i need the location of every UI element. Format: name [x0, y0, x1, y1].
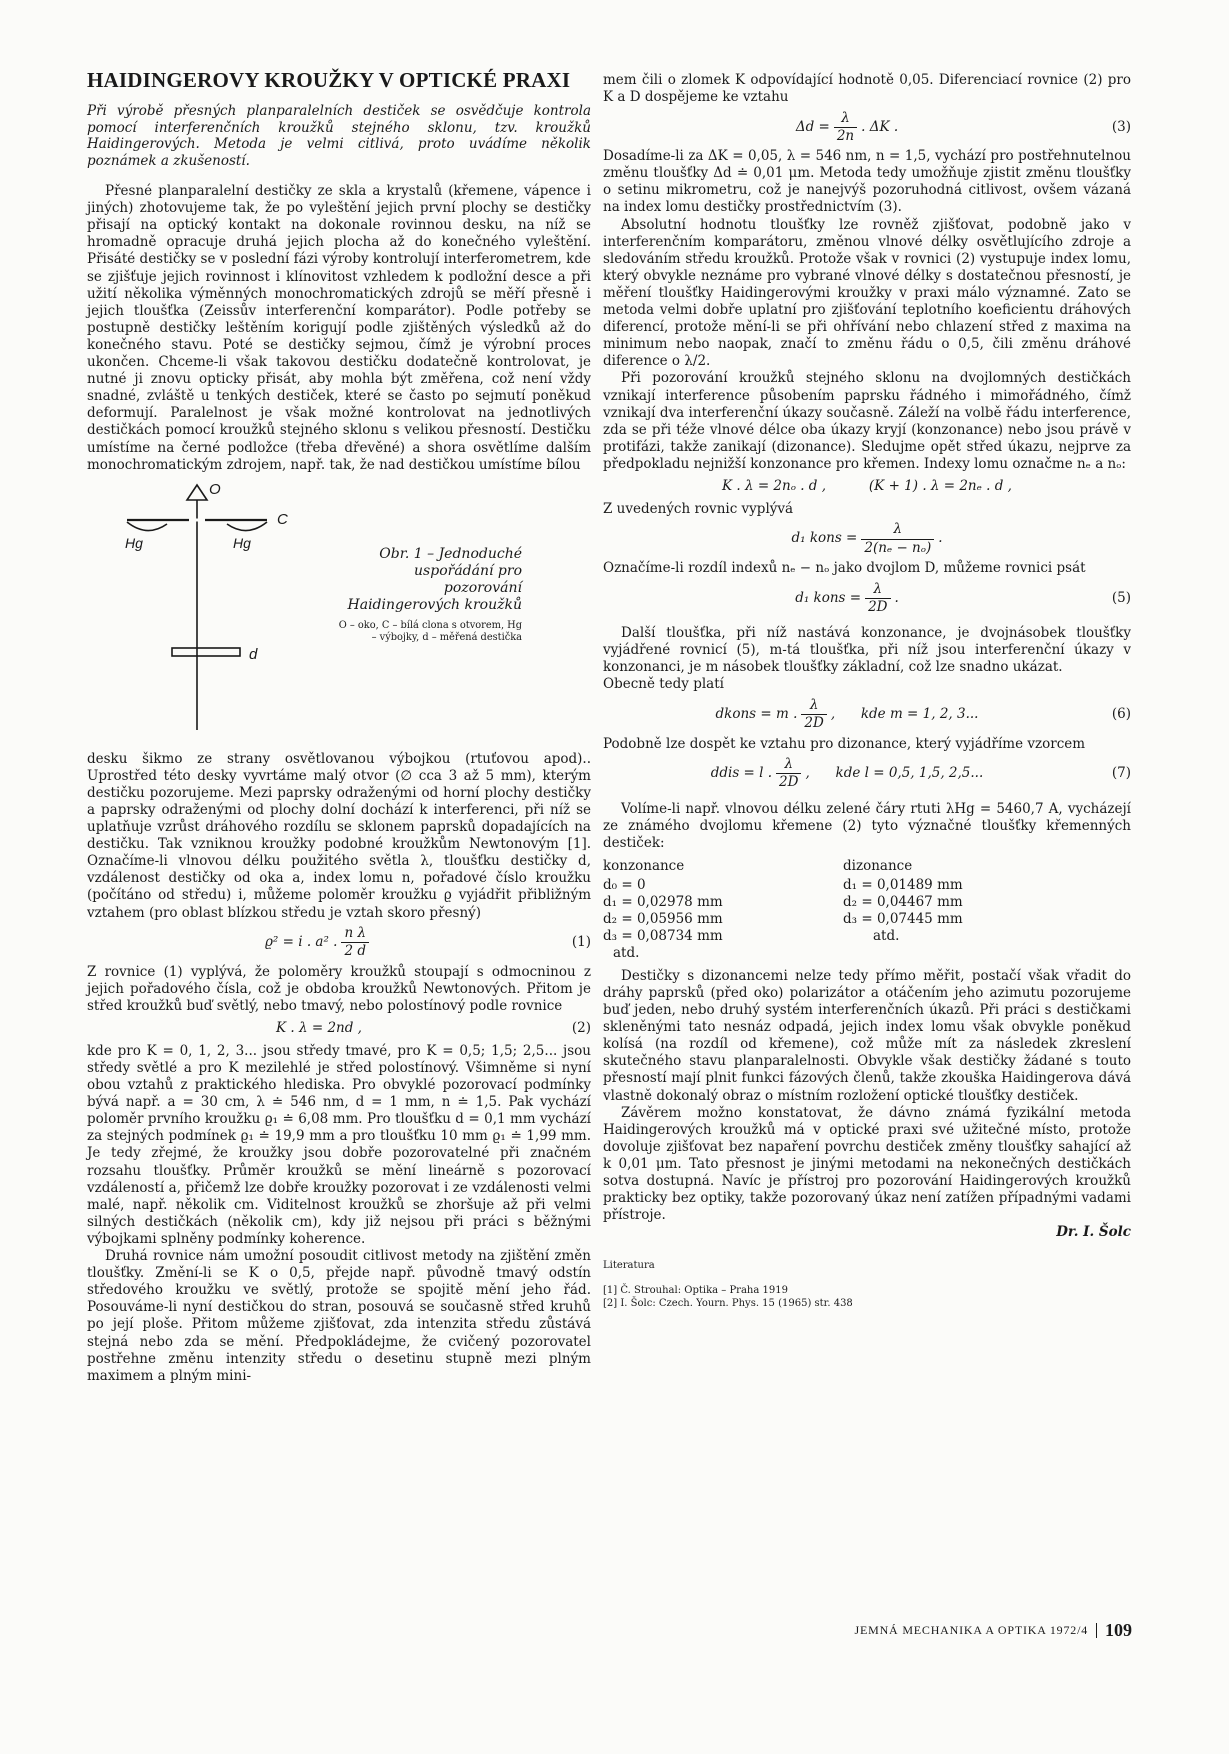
lamp-left: [127, 522, 167, 531]
eq7-fraction: [776, 756, 801, 791]
literature-heading: Literatura: [603, 1260, 655, 1272]
eqd-fraction: [861, 521, 934, 556]
label-o: O: [209, 480, 221, 498]
eq3-denominator: 2n: [836, 127, 855, 144]
eq1-numerator: n λ: [341, 925, 369, 943]
paragraph: Obecně tedy platí: [603, 676, 724, 693]
reference-item: [1] Č. Strouhal: Optika – Praha 1919: [603, 1285, 788, 1297]
paragraph: kde pro K = 0, 1, 2, 3... jsou středy tmavé, pro K = 0,5; 1,5; 2,5... jsou středy světlé a pro K mezilehlé je střed polostínový. Všimněme si nyní obou vztahů z praktického hlediska. Pro obvyklé pozorovací podmínky bývá např. a = 30 cm, λ ≐ 546 nm, d = 1 mm, n ≐ 1,5. Pak vychází poloměr prvního kroužku ϱ₁ ≐ 6,08 mm. Pro tloušťku d = 0,1 mm vychází za stejných podmínek ϱ₁ ≐ 19,9 mm a pro tloušťku 10 mm ϱ₁ ≐ 1,99 mm. Je tedy zřejmé, že kroužky jsou dobře pozorovatelné při značném rozsahu tloušťky. Průměr kroužků se mění lineárně s pozorovací vzdáleností a, přičemž lze dobře kroužky pozorovat i ze vzdálenosti velmi malé, např. několik cm. Viditelnost kroužků se zhoršuje až při velmi silných destičkách (několik cm), kdy již nejsou při práci s běžnými výbojkami splněny podmínky koherence.: [87, 1042, 591, 1247]
equation-1: [87, 924, 591, 962]
equation-dkons: [603, 520, 1131, 558]
paragraph: desku šikmo ze strany osvětlovanou výbojkou (rtuťovou apod).. Uprostřed této desky vyvrtáme malý otvor (∅ cca 3 až 5 mm), kterým destičku pozorujeme. Mezi paprsky odraženými od horní plochy destičky a paprsky odraženými od plochy dolní dochází k interferenci, při níž se uplatňuje vzrůst dráhového rozdílu se sklonem paprsků dopadajících na destičku. Tak vzniknou kroužky podobné kroužkům Newtonovým [1]. Označíme-li vlnovou délku použitého světla λ, tloušťku destičky d, vzdálenost destičky od oka a, index lomu n, pořadové číslo kroužku (počítáno od středu) i, můžeme poloměr kroužku ϱ vyjádřit přibližným vztahem (pro oblast blízkou středu je vztah skoro přesný): [87, 750, 591, 921]
label-d: d: [249, 645, 258, 663]
eq4-expression: K . λ = 2nₒ . d , (K + 1) . λ = 2nₑ . d ,: [722, 478, 1012, 495]
eq3-rhs: . ΔK .: [861, 118, 899, 135]
caption-legend: O – oko, C – bílá clona s otvorem, Hg – výbojky, d – měřená destička: [338, 619, 522, 644]
eqd-rhs: .: [938, 530, 943, 547]
label-hg-left: Hg: [125, 534, 143, 551]
eq6-fraction: [801, 697, 826, 732]
eq6-denominator: 2D: [804, 715, 824, 732]
table-cell: d₁ = 0,02978 mm: [603, 893, 723, 910]
page-footer: [808, 1620, 1132, 1641]
table-cell: d₁ = 0,01489 mm: [843, 876, 963, 893]
paragraph: Z rovnice (1) vyplývá, že poloměry kroužků stoupají s odmocninou z jejich pořadového čísla, což je obdoba kroužků Newtonových. Přitom je střed kroužků buď světlý, nebo tmavý, nebo polostínový podle rovnice: [87, 963, 591, 1014]
eye-symbol: [187, 485, 207, 500]
eq7-number: (7): [1111, 765, 1131, 782]
eq7-lhs: ddis = l .: [710, 765, 773, 782]
table-cell: d₂ = 0,04467 mm: [843, 893, 963, 910]
equation-5: [603, 579, 1131, 617]
eq5-denominator: 2D: [868, 598, 888, 615]
page-number: 109: [1105, 1620, 1132, 1640]
thickness-table: [603, 858, 1131, 962]
article-title: HAIDINGEROVY KROUŽKY V OPTICKÉ PRAXI: [87, 68, 571, 92]
eq1-lhs: ϱ² = i . a² .: [264, 934, 338, 951]
paragraph: Označíme-li rozdíl indexů nₑ − nₒ jako dvojlom D, můžeme rovnici psát: [603, 560, 1086, 577]
author-signature: Dr. I. Šolc: [1056, 1224, 1131, 1241]
paragraph: Další tloušťka, při níž nastává konzonance, je dvojnásobek tloušťky vyjádřené rovnicí (5), m-tá tloušťka, při níž jsou interferenční úkazy v konzonanci, je m násobek tloušťky základní, což lze snadno ukázat.: [603, 625, 1131, 676]
eq7-numerator: λ: [776, 756, 801, 774]
label-c: C: [277, 510, 288, 528]
eq5-fraction: [865, 581, 890, 616]
eq1-number: (1): [571, 934, 591, 951]
eq7-rhs: , kde l = 0,5, 1,5, 2,5...: [805, 765, 984, 782]
eq5-lhs: d₁ kons =: [795, 589, 862, 606]
lamp-right: [227, 522, 267, 531]
table-cell: d₀ = 0: [603, 876, 646, 893]
paragraph: mem čili o zlomek K odpovídající hodnotě 0,05. Diferenciací rovnice (2) pro K a D dospějeme ke vztahu: [603, 72, 1131, 106]
right-column: [603, 72, 1131, 1310]
reference-list: [603, 1284, 1131, 1310]
equation-4: [603, 475, 1131, 499]
eq2-expression: K . λ = 2nd ,: [276, 1020, 362, 1037]
caption-title: Obr. 1 – Jednoduché uspořádání pro pozorování Haidingerových kroužků: [347, 545, 522, 613]
paragraph: Podobně lze dospět ke vztahu pro dizonance, který vyjádříme vzorcem: [603, 735, 1086, 752]
eq6-rhs: , kde m = 1, 2, 3...: [830, 706, 979, 723]
eq6-number: (6): [1111, 705, 1131, 722]
eq6-lhs: dkons = m .: [715, 706, 798, 723]
paragraph: Z uvedených rovnic vyplývá: [603, 500, 794, 517]
paragraph: Přesné planparalelní destičky ze skla a krystalů (křemene, vápence i jiných) zhotovujeme tak, že po vyleštění jejich první plochy se destičky přisají na optický kontakt na dokonale rovinnou desku, na níž se hromadně opracuje druhá jejich plocha až do konečného vyleštění. Přisáté destičky se v poslední fázi výroby kontrolují interferometrem, kde se zjišťuje jejich rovinnost i klínovitost vzhledem k podložní desce a při užití několika výměnných monochromatických zdrojů se měří přesně i jejich tloušťka (Zeissův interferenční komparátor). Podle potřeby se postupně destičky leštěním korigují podle zjištěných výsledků až do konečného stavu. Poté se destičky sejmou, čímž je výrobní proces ukončen. Chceme-li však takovou destičku dodatečně kontrolovat, je nutné ji znovu opticky přisát, aby mohla být změřena, což není vždy snadné, zvláště u tenkých destiček, které se často po sejmutí poněkud deformují. Paralelnost je však možné kontrolovat na jednotlivých destičkách pomocí kroužků stejného sklonu s velikou přesností. Destičku umístíme na černé podložce (třeba dřevěné) a shora osvětlíme dalším monochromatickým zdrojem, např. tak, že nad destičkou umístíme bílou: [87, 183, 591, 473]
eq5-numerator: λ: [865, 581, 890, 599]
eq3-fraction: [834, 110, 857, 145]
eq5-rhs: .: [894, 589, 899, 606]
eq5-number: (5): [1111, 589, 1131, 606]
table-cell: atd.: [873, 927, 900, 944]
label-hg-right: Hg: [233, 534, 251, 551]
eqd-lhs: d₁ kons =: [791, 530, 858, 547]
equation-2: [87, 1017, 591, 1041]
figure-1: [87, 480, 591, 745]
eq3-number: (3): [1111, 118, 1131, 135]
eq1-denominator: 2 d: [344, 943, 366, 960]
eq3-lhs: Δd =: [795, 118, 830, 135]
table-header-dizonance: dizonance: [843, 857, 913, 874]
eqd-numerator: λ: [861, 521, 934, 539]
article-abstract: Při výrobě přesných planparalelních destiček se osvědčuje kontrola pomocí interferenčních kroužků stejného sklonu, tzv. kroužků Haidingerových. Metoda je velmi citlivá, proto uvádíme několik poznámek a zkušeností.: [87, 103, 591, 169]
equation-7: [603, 755, 1131, 793]
paragraph: Závěrem možno konstatovat, že dávno známá fyzikální metoda Haidingerových kroužků má v optické praxi své užitečné místo, protože dovoluje zjišťovat bez napaření povrchu destiček změny tloušťky sahající až k 0,01 μm. Tato přesnost je jinými metodami na nekonečných destičkách sotva dostupná. Navíc je přístroj pro pozorování Haidingerových kroužků prakticky bez optiky, takže pozorovaný úkaz není zatížen případnými vadami přístroje.: [603, 1104, 1131, 1224]
reference-item: [2] I. Šolc: Czech. Yourn. Phys. 15 (1965) str. 438: [603, 1298, 853, 1310]
paragraph: Dosadíme-li za ΔK = 0,05, λ = 546 nm, n = 1,5, vychází pro postřehnutelnou změnu tloušťky Δd ≐ 0,01 μm. Metoda tedy umožňuje zjistit změnu tloušťky o setinu mikrometru, což je nanejvýš pozoruhodná citlivost, ovšem vázaná na index lomu destičky prostřednictvím (3).: [603, 148, 1131, 216]
eq2-number: (2): [571, 1020, 591, 1037]
table-cell: d₃ = 0,07445 mm: [843, 910, 963, 927]
eq1-fraction: [341, 925, 369, 960]
table-header-konzonance: konzonance: [603, 857, 685, 874]
equation-6: [603, 696, 1131, 734]
paragraph: Při pozorování kroužků stejného sklonu na dvojlomných destičkách vznikají interference působením paprsku řádného i mimořádného, čímž vznikají dva interferenční úkazy současně. Záleží na volbě řádu interference, zda se při téže vlnové délce oba úkazy kryjí (konzonance) nebo jsou právě v protifázi, takže zanikají (dizonance). Sledujme opět střed úkazu, nejprve za předpokladu nejnižší konzonance pro křemen. Indexy lomu označme nₑ a nₒ:: [603, 370, 1131, 472]
table-cell: d₃ = 0,08734 mm: [603, 927, 723, 944]
measured-plate: [172, 648, 240, 656]
figure-caption: [332, 546, 522, 645]
eqd-denominator: 2(nₑ − nₒ): [864, 539, 932, 556]
eq7-denominator: 2D: [779, 774, 799, 791]
eq3-numerator: λ: [834, 110, 857, 128]
paragraph: Absolutní hodnotu tloušťky lze rovněž zjišťovat, podobně jako v interferenčním komparátoru, změnou vlnové délky osvětlujícího zdroje a sledováním středu kroužků. Protože však v rovnici (2) vystupuje index lomu, který obvykle neznáme pro vybrané vlnové délky s dostatečnou přesností, je měření tloušťky Haidingerovými kroužky v praxi málo významné. Zato se metoda velmi dobře uplatní pro zjišťování teplotního koeficientu dráhových diferencí, protože mění-li se při ohřívání nebo chlazení střed z maxima na minimum nebo naopak, značí to změnu řádu o 0,5, čili změnu dráhové diference o λ/2.: [603, 216, 1131, 370]
table-cell: d₂ = 0,05956 mm: [603, 910, 723, 927]
paragraph: Destičky s dizonancemi nelze tedy přímo měřit, postačí však vřadit do dráhy paprsků (před oko) polarizátor a otáčením jeho azimutu pozorujeme buď jeden, nebo druhý systém interferenčních úkazů. Při práci s destičkami skleněnými tato nesnáz odpadá, jejich index lomu však obvykle poněkud kolísá (na rozdíl od křemene), což může mít za následek zkreslení skutečného stavu planparalelnosti. Obvykle však destičky žádané s touto přesností mají plnit funkci fázových členů, takže zkouška Haidingerova dává vlastně dokonalý obraz o místním rozložení optické tloušťky destiček.: [603, 967, 1131, 1104]
paragraph: Druhá rovnice nám umožní posoudit citlivost metody na zjištění změn tloušťky. Změní-li se K o 0,5, přejde např. původně tmavý odstín středového kroužku ve světlý, protože se spojitě mění jeho řád. Posouváme-li nyní destičkou do stran, posouvá se současně střed kruhů po její ploše. Přitom můžeme zjišťovat, zda intenzita středu zůstává stejná nebo zda se mění. Předpokládejme, že cvičený pozorovatel postřehne změnu intenzity středu o desetinu stupně mezi plným maximem a plným mini-: [87, 1248, 591, 1384]
table-cell: atd.: [613, 944, 640, 961]
left-column: [87, 68, 591, 1385]
equation-3: [603, 108, 1131, 146]
eq6-numerator: λ: [801, 697, 826, 715]
paragraph: Volíme-li např. vlnovou délku zelené čáry rtuti λHg = 5460,7 A, vycházejí ze známého dvojlomu křemene (2) tyto význačné tloušťky křemenných destiček:: [603, 800, 1131, 851]
journal-name: JEMNÁ MECHANIKA A OPTIKA 1972/4: [855, 1623, 1097, 1638]
